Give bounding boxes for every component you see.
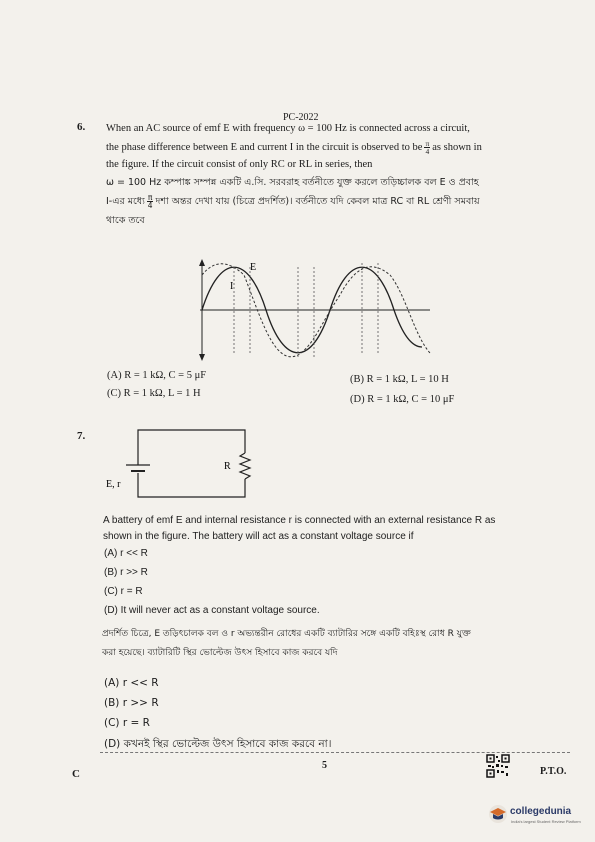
q6-text-line-3: the figure. If the circuit consist of only RC or RL in series, then [106, 159, 373, 170]
pto-label: P.T.O. [540, 766, 567, 777]
q6-bengali-line-1: ω = 100 Hz কম্পাঙ্ক সম্পন্ন একটি এ.সি. সরবরাহ বর্তনীতে যুক্ত করলে তড়িচ্চালক বল E ও প্রবাহ [106, 177, 479, 188]
q7-bengali-option-a[interactable]: (A) r << R [104, 677, 159, 689]
axis-arrow-down-icon [199, 354, 205, 361]
resistor-icon [240, 453, 250, 479]
q6-option-c[interactable]: (C) R = 1 kΩ, L = 1 H [107, 388, 201, 399]
q6-text-line-2: the phase difference between E and current I in the circuit is observed to be $\frac{\pi}{4}$ as shown in [106, 139, 482, 156]
q6-bengali-line-3: থাকে তবে [106, 215, 145, 226]
qr-code-icon [486, 754, 510, 778]
collegedunia-logo [488, 804, 581, 834]
battery-circuit-figure [100, 425, 270, 505]
circuit-wire-bottom [138, 473, 245, 497]
phase-waveform-figure [190, 255, 450, 370]
q6-option-a[interactable]: (A) R = 1 kΩ, C = 5 μF [107, 370, 207, 381]
q6-bengali-line-2: I-এর মধ্যে $\frac{\pi}{4}$ দশা অন্তর দেখা যায় (চিত্রে প্রদর্শিত)। বর্তনীতে যদি কেবল মাত্র RC বা RL শ্রেণী সমবায় [106, 193, 480, 210]
q7-bengali-option-d[interactable]: (D) কখনই স্থির ভোল্টেজ উৎস হিসাবে কাজ করবে না। [104, 738, 332, 750]
paper-code: PC-2022 [283, 112, 319, 123]
q7-bengali-option-b[interactable]: (B) r >> R [104, 697, 159, 709]
question-7-number: 7. [77, 430, 86, 442]
q6-option-b[interactable]: (B) R = 1 kΩ, L = 10 H [350, 374, 449, 385]
label-r: R [224, 461, 231, 472]
graduation-cap-icon [488, 804, 508, 824]
q7-text-line-1: A battery of emf E and internal resistance r is connected with an external resistance R as [103, 515, 496, 526]
brand-name: collegedunia [510, 806, 572, 817]
q7-bengali-line-2: করা হয়েছে। ব্যাটারিটি স্থির ভোল্টেজ উৎস হিসাবে কাজ করবে যদি [102, 648, 338, 658]
pi-over-4-fraction: $\frac{\pi}{4}$ [425, 139, 430, 156]
circuit-wire-top [138, 430, 245, 465]
q7-option-a[interactable]: (A) r << R [104, 548, 148, 559]
q6-text-line-1: When an AC source of emf E with frequency ω = 100 Hz is connected across a circuit, [106, 123, 470, 134]
page-number: 5 [322, 760, 327, 771]
q7-text-line-2: shown in the figure. The battery will act as a constant voltage source if [103, 531, 414, 542]
label-e: E [250, 262, 257, 273]
q6-option-d[interactable]: (D) R = 1 kΩ, C = 10 μF [350, 394, 455, 405]
q7-option-c[interactable]: (C) r = R [104, 586, 143, 597]
pi-over-4-fraction-bn: $\frac{\pi}{4}$ [147, 193, 153, 210]
axis-arrow-up-icon [199, 259, 205, 266]
q7-bengali-line-1: প্রদর্শিত চিত্রে, E তড়িৎচালক বল ও r অভ্যন্তরীন রোধের একটি ব্যাটারির সঙ্গে একটি বহিঃস্থ রোধ R যুক্ত [102, 629, 471, 639]
question-6-number: 6. [77, 121, 86, 133]
brand-tagline: India's largest Student Review Platform [511, 819, 581, 824]
q7-option-b[interactable]: (B) r >> R [104, 567, 148, 578]
label-i: I [230, 281, 234, 292]
q7-bengali-option-c[interactable]: (C) r = R [104, 717, 150, 729]
label-e-r: E, r [106, 479, 121, 490]
footer-divider [100, 752, 570, 753]
set-code: C [72, 768, 80, 780]
q7-option-d[interactable]: (D) It will never act as a constant voltage source. [104, 605, 320, 616]
